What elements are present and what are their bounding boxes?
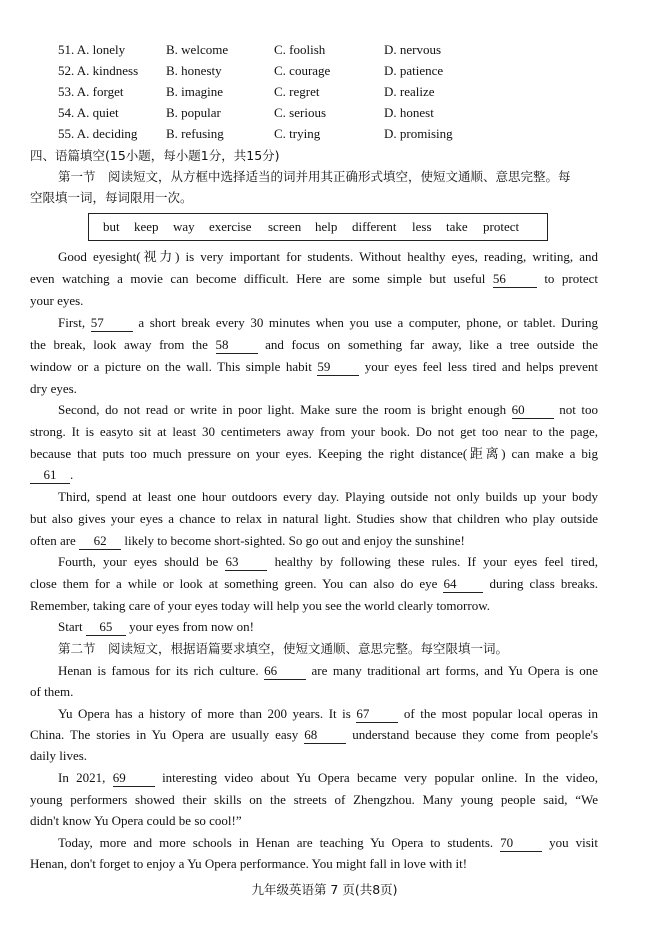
option-b: B. popular	[166, 105, 221, 120]
word-bank-item: protect	[483, 219, 520, 234]
passage-line	[58, 400, 598, 420]
answer-blank-59[interactable]: 59	[317, 359, 359, 376]
option-d: D. nervous	[384, 42, 442, 57]
passage-line: Remember, taking care of your eyes today will help you see the world clearly tomorrow.	[30, 598, 490, 613]
word-bank-item: different	[352, 219, 397, 234]
answer-blank-64[interactable]: 64	[443, 576, 483, 593]
option-c: C. courage	[274, 63, 331, 78]
passage-line: dry eyes.	[30, 381, 77, 396]
answer-blank-58[interactable]: 58	[216, 337, 258, 354]
answer-blank-63[interactable]: 63	[225, 554, 267, 571]
answer-blank-67[interactable]: 67	[356, 706, 398, 723]
passage-text: likely to become short-sighted. So go out and enjoy the sunshine!	[124, 533, 465, 548]
option-c: C. foolish	[274, 42, 326, 57]
passage-text: are many traditional art forms, and Yu Opera is one	[311, 663, 599, 678]
passage-text: of the most popular local operas in	[403, 706, 599, 721]
passage-line: of them.	[30, 684, 74, 699]
passage-line	[30, 574, 598, 594]
passage-text: Yu Opera has a history of more than 200 years. It is	[58, 706, 351, 721]
option-d: D. honest	[384, 105, 434, 120]
passage-line	[30, 357, 598, 377]
section2-intro: 第二节 阅读短文，根据语篇要求填空，使短文通顺、意思完整。每空限填一词。	[58, 641, 509, 656]
passage-line: Good eyesight(视力) is very important for students. Without healthy eyes, reading, writing, and	[58, 249, 598, 264]
passage-line	[58, 661, 598, 681]
passage-text: your eyes feel less tired and helps prevent	[364, 359, 598, 374]
answer-blank-66[interactable]: 66	[264, 663, 306, 680]
option-a: 55. A. deciding	[58, 126, 138, 141]
answer-blank-61[interactable]: 61	[30, 467, 70, 484]
section1-intro-cont: 空限填一词，每词限用一次。	[30, 190, 193, 205]
passage-text: Second, do not read or write in poor light. Make sure the room is bright enough	[58, 402, 507, 417]
page-footer: 九年级英语第 7 页(共8页)	[251, 882, 398, 897]
passage-text: Today, more and more schools in Henan are teaching Yu Opera to students.	[58, 835, 494, 850]
answer-blank-56[interactable]: 56	[493, 271, 537, 288]
option-a: 53. A. forget	[58, 84, 124, 99]
option-b: B. welcome	[166, 42, 229, 57]
answer-blank-62[interactable]: 62	[79, 533, 121, 550]
passage-text: Henan is famous for its rich culture.	[58, 663, 259, 678]
passage-text: China. The stories in Yu Opera are usually easy	[30, 727, 299, 742]
word-bank-item: help	[315, 219, 338, 234]
passage-text: In 2021,	[58, 770, 106, 785]
passage-text: often are	[30, 533, 76, 548]
passage-text: close them for a while or look at something green. You can also do eye	[30, 576, 438, 591]
passage-text: the break, look away from the	[30, 337, 208, 352]
passage-text: interesting video about Yu Opera became very popular online. In the video,	[162, 770, 599, 785]
passage-text: during class breaks.	[489, 576, 599, 591]
word-bank-item: take	[446, 219, 468, 234]
passage-line	[58, 768, 598, 788]
option-b: B. refusing	[166, 126, 224, 141]
option-c: C. serious	[274, 105, 326, 120]
passage-text: your eyes from now on!	[129, 619, 254, 634]
option-d: D. promising	[384, 126, 453, 141]
option-d: D. patience	[384, 63, 444, 78]
passage-line: strong. It is easyto sit at least 30 centimeters away from your book. Do not get too near to the page,	[30, 424, 598, 439]
word-bank-box	[88, 213, 548, 241]
passage-line	[58, 552, 598, 572]
passage-text: First,	[58, 315, 86, 330]
option-b: B. honesty	[166, 63, 222, 78]
passage-text: Start	[58, 619, 83, 634]
passage-line: Henan, don't forget to enjoy a Yu Opera performance. You might fall in love with it!	[30, 856, 468, 871]
passage-line: didn't know Yu Opera could be so cool!”	[30, 813, 242, 828]
word-bank-item: but	[103, 219, 120, 234]
passage-text: healthy by following these rules. If your eyes feel tired,	[274, 554, 599, 569]
answer-blank-68[interactable]: 68	[304, 727, 346, 744]
passage-text: Fourth, your eyes should be	[58, 554, 219, 569]
passage-line	[58, 704, 598, 724]
passage-text: window or a picture on the wall. This simple habit	[30, 359, 312, 374]
answer-blank-65[interactable]: 65	[86, 619, 126, 636]
passage-line	[30, 725, 598, 745]
answer-blank-57[interactable]: 57	[91, 315, 133, 332]
word-bank-item: screen	[268, 219, 302, 234]
passage-line	[30, 335, 598, 355]
passage-text: to protect	[544, 271, 599, 286]
passage-line: young performers showed their skills on the streets of Zhengzhou. Many young people said, “We	[30, 792, 598, 807]
period: .	[70, 467, 74, 482]
word-bank-item: exercise	[209, 219, 252, 234]
passage-line	[58, 617, 254, 637]
answer-blank-69[interactable]: 69	[113, 770, 155, 787]
answer-blank-70[interactable]: 70	[500, 835, 542, 852]
passage-line	[58, 313, 598, 333]
passage-text: and focus on something far away, like a tree outside the	[265, 337, 598, 352]
passage-line: daily lives.	[30, 748, 88, 763]
passage-text: you visit	[549, 835, 599, 850]
option-a: 51. A. lonely	[58, 42, 126, 57]
passage-line: your eyes.	[30, 293, 84, 308]
option-a: 54. A. quiet	[58, 105, 119, 120]
word-bank-item: way	[173, 219, 195, 234]
passage-line	[58, 833, 598, 853]
option-a: 52. A. kindness	[58, 63, 139, 78]
passage-line	[30, 269, 598, 289]
passage-line: because that puts too much pressure on your eyes. Keeping the right distance(距离) can make a big	[30, 446, 598, 461]
word-bank-item: keep	[134, 219, 159, 234]
passage-text: not too	[559, 402, 598, 417]
passage-line	[30, 465, 73, 485]
option-c: C. trying	[274, 126, 321, 141]
option-b: B. imagine	[166, 84, 224, 99]
option-c: C. regret	[274, 84, 320, 99]
answer-blank-60[interactable]: 60	[512, 402, 554, 419]
word-bank-item: less	[412, 219, 432, 234]
passage-line: but also gives your eyes a chance to relax in natural light. Studies show that children who play outside	[30, 511, 598, 526]
passage-text: understand because they come from people's	[352, 727, 599, 742]
passage-text: even watching a movie can become difficult. Here are some simple but useful	[30, 271, 486, 286]
option-d: D. realize	[384, 84, 435, 99]
passage-line: Third, spend at least one hour outdoors every day. Playing outside not only builds up your body	[58, 489, 598, 504]
passage-text: a short break every 30 minutes when you use a computer, phone, or tablet. During	[138, 315, 599, 330]
passage-line	[30, 531, 465, 551]
part-heading: 四、语篇填空(15小题，每小题1分，共15分)	[30, 148, 280, 163]
section1-intro: 第一节 阅读短文，从方框中选择适当的词并用其正确形式填空，使短文通顺、意思完整。每	[58, 169, 571, 184]
